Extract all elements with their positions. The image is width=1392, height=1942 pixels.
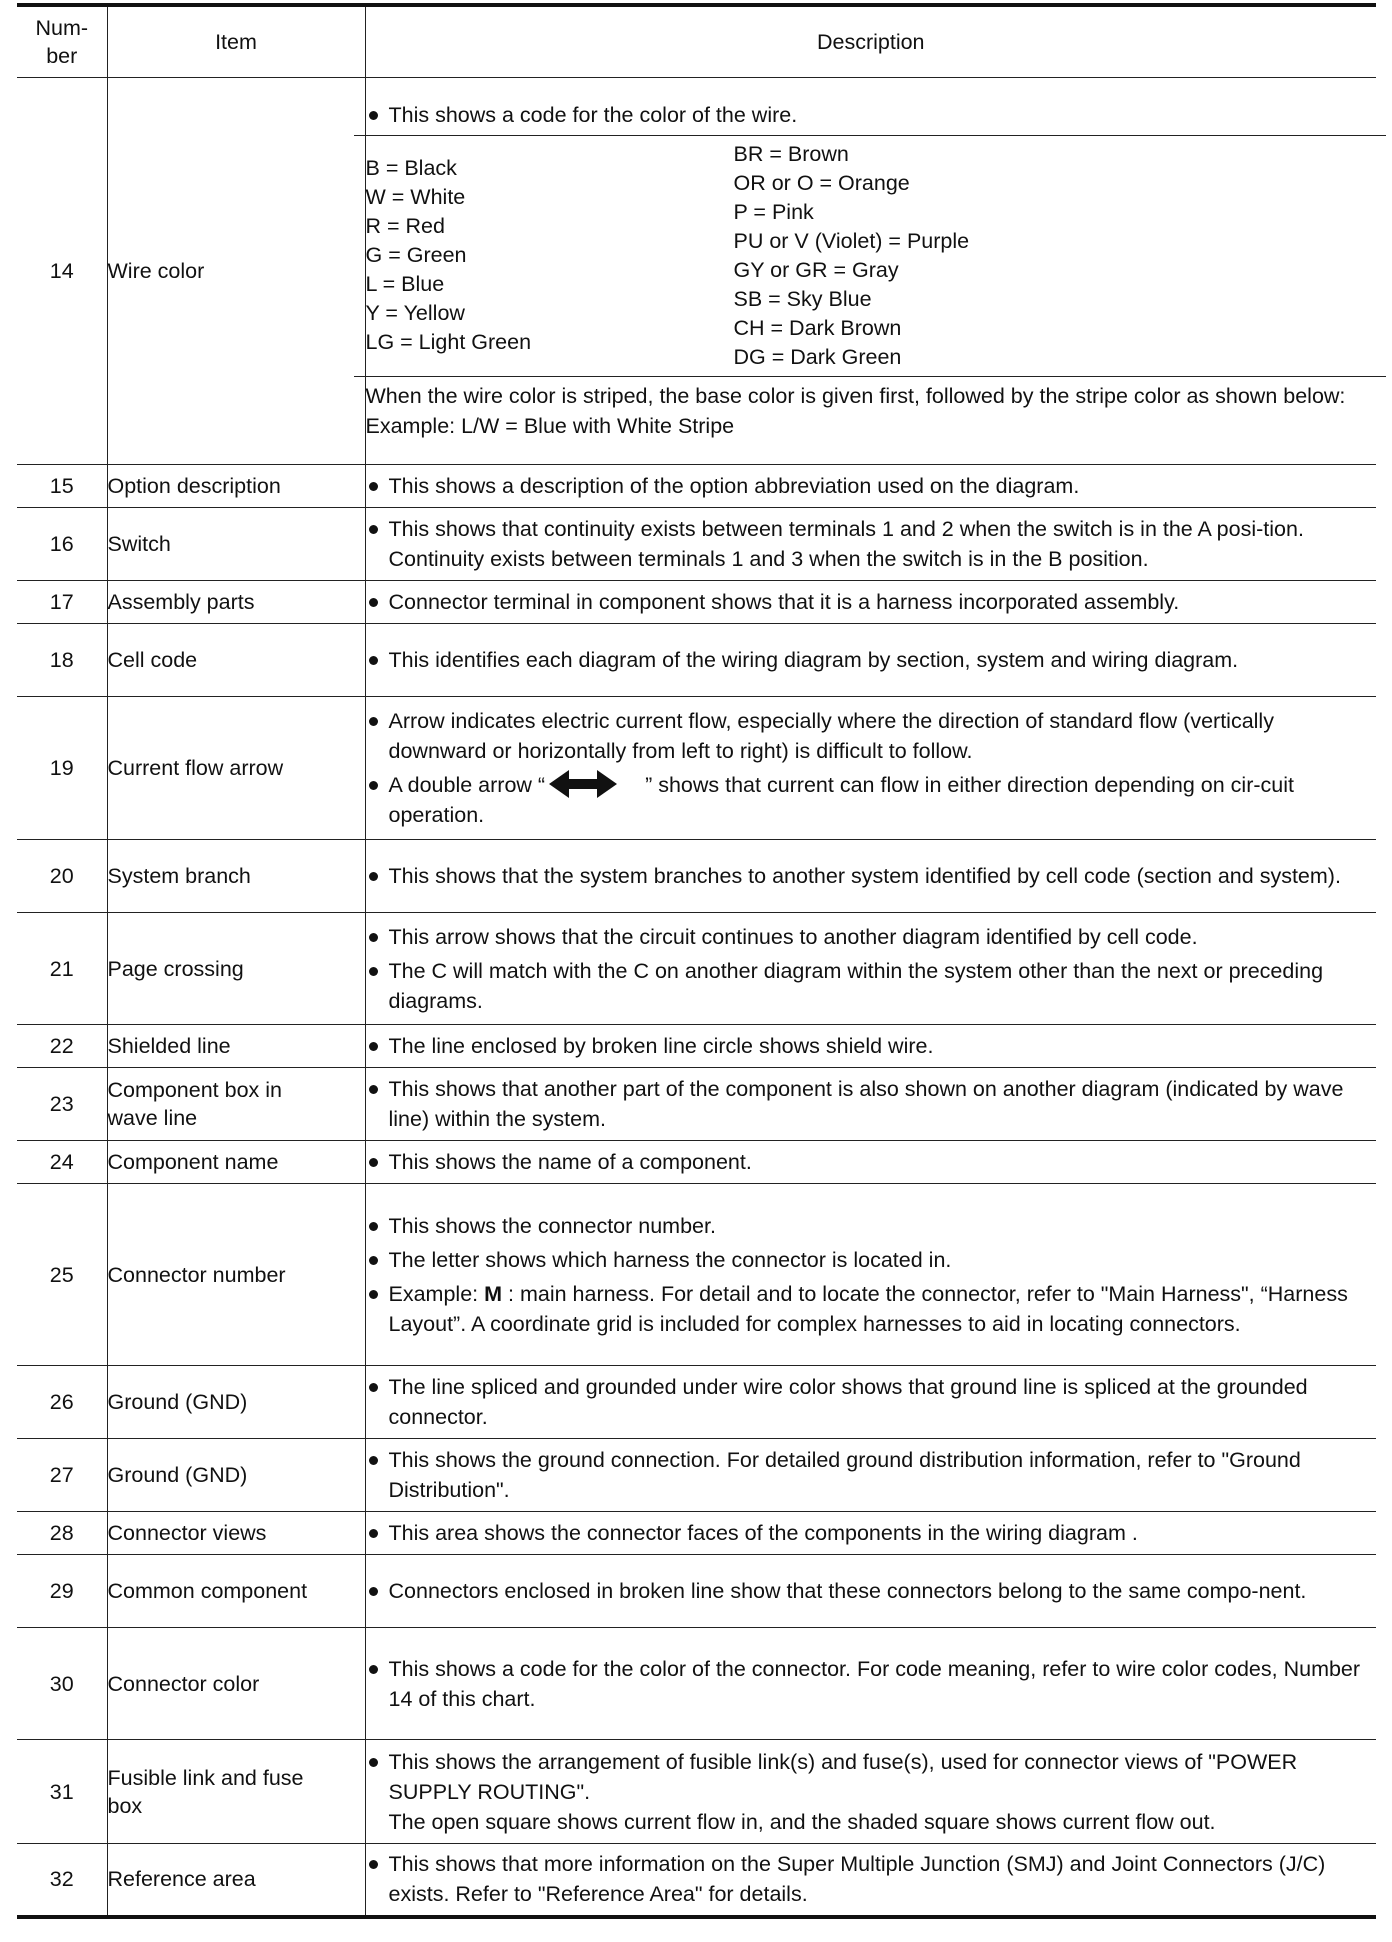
table-row [17,508,1376,581]
list-item: This area shows the connector faces of the components in the wiring diagram . [366,1518,1377,1548]
row-item: Assembly parts [107,581,365,624]
table-row [17,1740,1376,1844]
row-description [365,1068,1376,1141]
row-item: Current flow arrow [107,697,365,840]
row-item: Connector number [107,1184,365,1366]
table-row [17,1141,1376,1184]
row-number: 20 [17,840,107,913]
table-row [17,624,1376,697]
row-number: 17 [17,581,107,624]
table-row [17,1628,1376,1740]
table-row [17,840,1376,913]
table-row [17,697,1376,840]
row-description [365,465,1376,508]
list-item: This shows a description of the option abbreviation used on the diagram. [366,471,1377,501]
row-description [365,913,1376,1025]
color-codes-left: B = Black W = White R = Red G = Green L = Blue Y = Yellow LG = Light Green [365,156,532,354]
row-number: 30 [17,1628,107,1740]
list-item: The letter shows which harness the connector is located in. [366,1245,1377,1275]
row-number: 22 [17,1025,107,1068]
row-item: Component box in wave line [107,1068,365,1141]
list-item: This shows that continuity exists between terminals 1 and 2 when the switch is in the A posi-tion. Continuity exists between terminals 1 and 3 when the switch is in the B position. [366,514,1377,574]
list-item: This shows a code for the color of the wire. [366,100,1377,130]
list-item: Arrow indicates electric current flow, especially where the direction of standard flow (vertically downward or horizontally from left to right) is difficult to follow. [366,706,1377,766]
list-item: A double arrow “ ” shows that current can flow in either direction depending on cir-cuit operation. [366,770,1377,830]
row-item: Reference area [107,1844,365,1917]
row-description [365,581,1376,624]
table-row [17,1366,1376,1439]
row-description [365,1141,1376,1184]
list-item: Example: M : main harness. For detail and to locate the connector, refer to "Main Harness", “Harness Layout”. A coordinate grid is included for complex harnesses to aid in locating connectors. [366,1279,1377,1339]
table-row [17,78,1376,465]
row-number: 21 [17,913,107,1025]
row-description [365,697,1376,840]
list-item: This shows that more information on the Super Multiple Junction (SMJ) and Joint Connectors (J/C) exists. Refer to "Reference Area" for details. [366,1849,1377,1909]
table-row [17,1844,1376,1917]
header-description: Description [365,5,1376,78]
list-item: Connectors enclosed in broken line show that these connectors belong to the same compo-nent. [366,1576,1377,1606]
row-description [365,1628,1376,1740]
row-item: Shielded line [107,1025,365,1068]
header-item: Item [107,5,365,78]
list-item: This shows that another part of the component is also shown on another diagram (indicated by wave line) within the system. [366,1074,1377,1134]
row-number: 31 [17,1740,107,1844]
table-row [17,1068,1376,1141]
list-item: Connector terminal in component shows that it is a harness incorporated assembly. [366,587,1377,617]
row-number: 24 [17,1141,107,1184]
list-item: This shows the arrangement of fusible link(s) and fuse(s), used for connector views of "POWER SUPPLY ROUTING". The open square shows current flow in, and the shaded square shows current flow out. [366,1747,1377,1837]
wire-color-codes [354,135,1387,376]
list-item: This arrow shows that the circuit continues to another diagram identified by cell code. [366,922,1377,952]
list-item: The line spliced and grounded under wire color shows that ground line is spliced at the grounded connector. [366,1372,1377,1432]
row-description [365,624,1376,697]
row-number: 26 [17,1366,107,1439]
row-item: Component name [107,1141,365,1184]
row-item: Connector views [107,1512,365,1555]
list-item: The C will match with the C on another diagram within the system other than the next or preceding diagrams. [366,956,1377,1016]
header-row [17,5,1376,78]
row-number: 27 [17,1439,107,1512]
list-item: This shows a code for the color of the connector. For code meaning, refer to wire color codes, Number 14 of this chart. [366,1654,1377,1714]
row-number: 25 [17,1184,107,1366]
list-item: This shows the name of a component. [366,1147,1377,1177]
table-row [17,1025,1376,1068]
wiring-diagram-legend-table [17,3,1376,1919]
row-number: 29 [17,1555,107,1628]
double-arrow-icon [549,770,617,798]
row-number: 15 [17,465,107,508]
table-row [17,1555,1376,1628]
row-description [365,1512,1376,1555]
table-row [17,913,1376,1025]
row-item: Page crossing [107,913,365,1025]
row-item: Wire color [107,78,365,465]
list-item: The line enclosed by broken line circle shows shield wire. [366,1031,1377,1061]
table-row [17,465,1376,508]
row-description [365,1366,1376,1439]
row-number: 32 [17,1844,107,1917]
row-number: 23 [17,1068,107,1141]
row-description [365,840,1376,913]
row-item: Ground (GND) [107,1439,365,1512]
list-item: This shows the connector number. [366,1211,1377,1241]
row-description [365,1439,1376,1512]
row-item: Ground (GND) [107,1366,365,1439]
row-number: 18 [17,624,107,697]
row-description [365,1025,1376,1068]
row-item: System branch [107,840,365,913]
row-number: 19 [17,697,107,840]
table-row [17,1439,1376,1512]
list-item: This shows the ground connection. For detailed ground distribution information, refer to "Ground Distribution". [366,1445,1377,1505]
row-description [365,1844,1376,1917]
row-item: Switch [107,508,365,581]
row-number: 14 [17,78,107,465]
list-item: This shows that the system branches to another system identified by cell code (section and system). [366,861,1377,891]
color-codes-right: BR = Brown OR or O = Orange P = Pink PU or V (Violet) = Purple GY or GR = Gray SB = Sky Blue CH = Dark Brown DG = Dark Green [733,142,970,369]
row-number: 28 [17,1512,107,1555]
row-description [365,1555,1376,1628]
stripe-note: When the wire color is striped, the base color is given first, followed by the stripe color as shown below: Example: L/W = Blue with White Stripe [354,376,1387,447]
row-description [365,508,1376,581]
row-item: Connector color [107,1628,365,1740]
row-description [365,78,1376,465]
table-row [17,1184,1376,1366]
list-item: This identifies each diagram of the wiring diagram by section, system and wiring diagram. [366,645,1377,675]
row-item: Common component [107,1555,365,1628]
row-number: 16 [17,508,107,581]
row-description [365,1740,1376,1844]
header-number: Num- ber [17,5,107,78]
table-row [17,1512,1376,1555]
row-item: Cell code [107,624,365,697]
row-item: Fusible link and fuse box [107,1740,365,1844]
row-item: Option description [107,465,365,508]
row-description [365,1184,1376,1366]
table-row [17,581,1376,624]
